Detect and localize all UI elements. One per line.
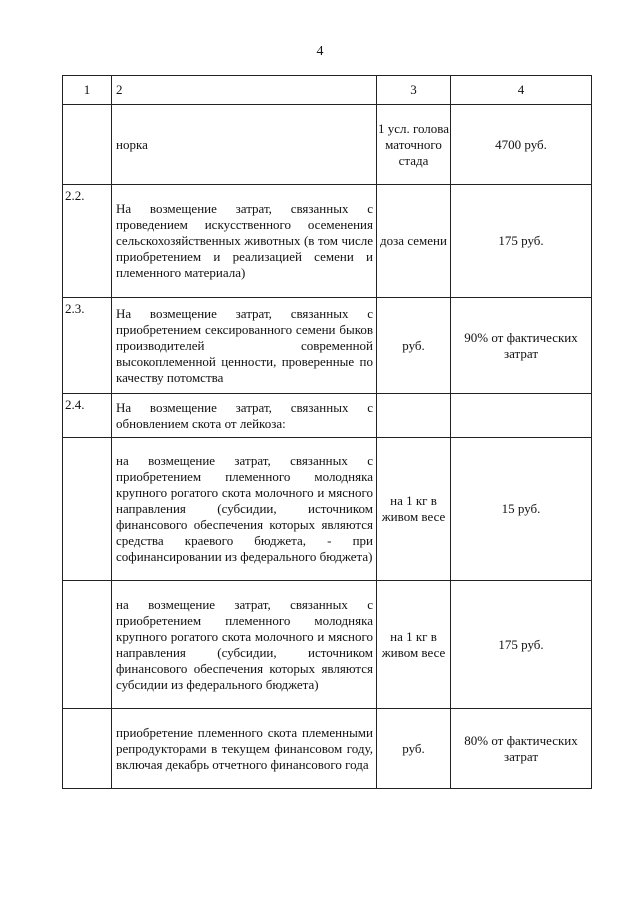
table-row: [63, 581, 592, 709]
row-unit: на 1 кг в живом весе: [377, 581, 451, 709]
row-rate: 175 руб.: [451, 581, 592, 709]
table-row: [63, 709, 592, 789]
table-row: [63, 394, 592, 438]
row-unit: на 1 кг в живом весе: [377, 438, 451, 581]
table-row: [63, 298, 592, 394]
row-unit: доза семени: [377, 185, 451, 298]
row-rate: 80% от фактических затрат: [451, 709, 592, 789]
row-description: приобретение племенного скота племенными репродукторами в текущем финансовом году, включая декабрь отчетного финансового года: [112, 709, 377, 789]
row-number: [63, 581, 112, 709]
row-unit: [377, 394, 451, 438]
row-number: [63, 105, 112, 185]
row-description: На возмещение затрат, связанных с проведением искусственного осеменения сельскохозяйственных животных (в том числе приобретением и реализацией семени и племенного материала): [112, 185, 377, 298]
row-rate: 175 руб.: [451, 185, 592, 298]
row-unit: 1 усл. голова маточного стада: [377, 105, 451, 185]
row-description: норка: [112, 105, 377, 185]
row-number: [63, 438, 112, 581]
row-rate: 4700 руб.: [451, 105, 592, 185]
header-col-1: 1: [63, 76, 112, 105]
row-description: на возмещение затрат, связанных с приобретением племенного молодняка крупного рогатого скота молочного и мясного направления (субсидии, источником финансового обеспечения которых являются субсидии из федерального бюджета): [112, 581, 377, 709]
row-number: 2.4.: [63, 394, 112, 438]
row-description: на возмещение затрат, связанных с приобретением племенного молодняка крупного рогатого скота молочного и мясного направления (субсидии, источником финансового обеспечения которых являются средства краевого бюджета, - при софинансировании из федерального бюджета): [112, 438, 377, 581]
row-description: На возмещение затрат, связанных с обновлением скота от лейкоза:: [112, 394, 377, 438]
table-row: [63, 438, 592, 581]
row-number: 2.3.: [63, 298, 112, 394]
table-row: [63, 185, 592, 298]
table-header-row: [63, 76, 592, 105]
subsidy-rates-table: [62, 75, 592, 789]
row-number: [63, 709, 112, 789]
page-number: 4: [316, 44, 324, 59]
row-unit: руб.: [377, 298, 451, 394]
table-row: [63, 105, 592, 185]
row-rate: 90% от фактических затрат: [451, 298, 592, 394]
row-number: 2.2.: [63, 185, 112, 298]
row-rate: 15 руб.: [451, 438, 592, 581]
header-col-3: 3: [377, 76, 451, 105]
row-unit: руб.: [377, 709, 451, 789]
row-description: На возмещение затрат, связанных с приобретением сексированного семени быков производителей современной высокоплеменной ценности, проверенные по качеству потомства: [112, 298, 377, 394]
row-rate: [451, 394, 592, 438]
header-col-4: 4: [451, 76, 592, 105]
header-col-2: 2: [112, 76, 377, 105]
